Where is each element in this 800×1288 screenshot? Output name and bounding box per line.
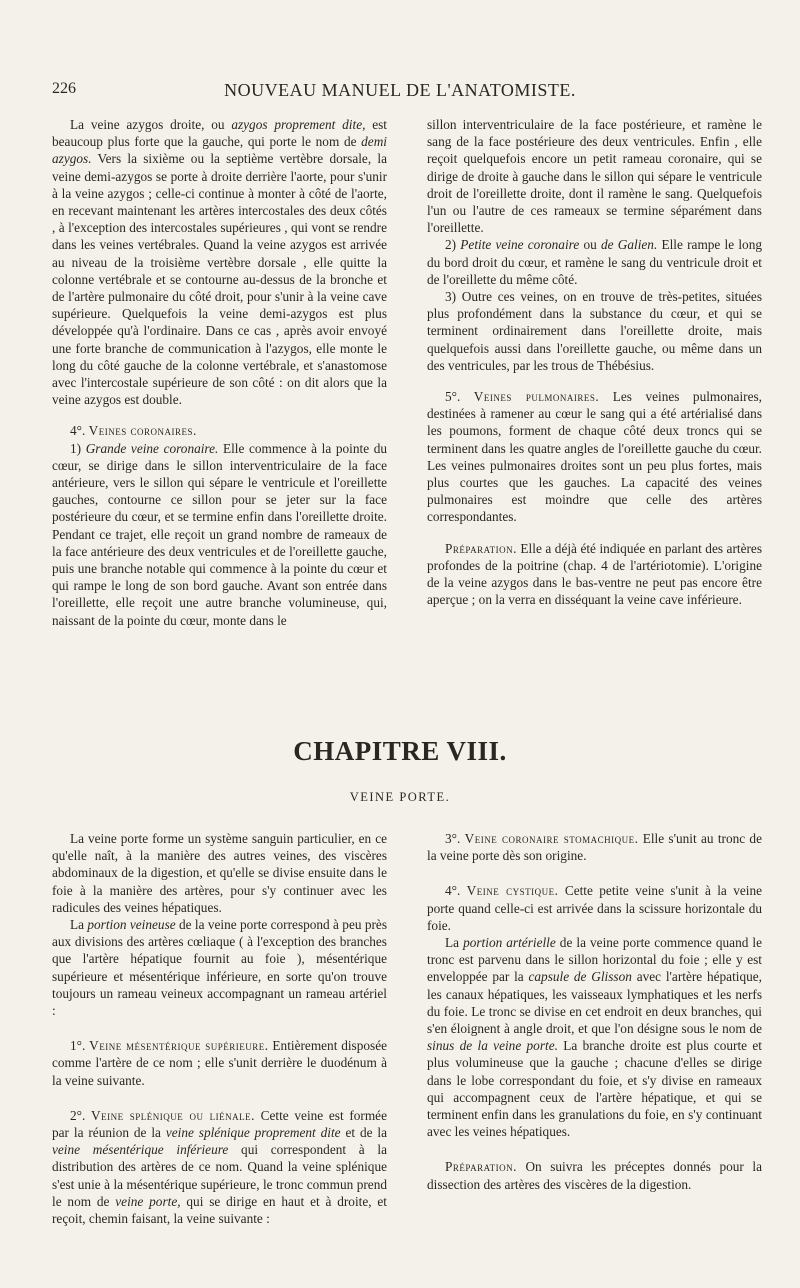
paragraph: 5°. Veines pulmonaires. Les veines pulmonaires, destinées à ramener au cœur le sang qui a été artérialisé dans les poumons, forment de chaque côté deux troncs qui se terminent dans les quatre angles de l'oreillette gauche du cœur. Les veines pulmonaires droites sont un peu plus fortes, mais plus courtes que les gauches. La capacité des veines pulmonaires est moindre que celle des artères correspondantes. [427,389,762,525]
running-head [40,80,760,106]
section-title: VEINE PORTE. [349,790,451,804]
paragraph: 4°. Veine cystique. Cette petite veine s'unit à la veine porte quand celle-ci est arrivée dans la scissure horizontale du foie. [427,883,762,933]
paragraph: 2°. Veine splénique ou liénale. Cette veine est formée par la réunion de la veine splénique proprement dite et de la veine mésentérique inférieure qui correspondent à la distribution des artères de ce nom. Quand la veine splénique s'est unie à la mésentérique supérieure, le tronc commun prend le nom de veine porte, qui se dirige en haut et à droite, et reçoit, chemin faisant, la veine suivante : [52,1107,388,1227]
paragraph: La portion veineuse de la veine porte correspond à peu près aux divisions des artères cœliaque ( à l'exception des branches que l'artère hépatique fournit au foie ), mésentérique supérieure et mésentérique inférieure, en sorte qu'on trouve toujours un rameau veineux accompagnant un rameau artériel : [52,917,387,1019]
running-title: NOUVEAU MANUEL DE L'ANATOMISTE. [224,80,576,100]
top-right-column [427,116,762,714]
section-heading-coronary: 4°. Veines coronaires. [70,423,197,439]
paragraph: 2) Petite veine coronaire ou de Galien. Elle rampe le long du bord droit du cœur, et ramène le sang du ventricule droit et de l'oreillette du même côté. [427,237,762,287]
paragraph: Préparation. Elle a déjà été indiquée en parlant des artères profondes de la poitrine (chap. 4 de l'artériotomie). L'origine de la veine azygos dans le bas-ventre ne peut pas encore être aperçue ; on la verra en disséquant la veine cave inférieure. [427,540,762,608]
chapter-title: CHAPITRE VIII. [293,736,507,766]
paragraph: 3) Outre ces veines, on en trouve de très-petites, situées plus profondément dans la substance du cœur, et qui se terminent ordinairement dans l'oreillette droite, mais quelquefois aussi dans l'oreillette gauche, ou même dans un des ventricules, par les trous de Thébésius. [427,289,762,373]
paragraph: sillon interventriculaire de la face postérieure, et ramène le sang de la face postérieure des deux ventricules. Enfin , elle reçoit quelquefois encore un petit rameau coronaire, qui se dirige de droite à gauche dans le sillon qui sépare le ventricule droit de l'oreillette droite, dont il ramène le sang. Quelquefois l'un ou l'autre de ces rameaux se termine séparément dans l'oreillette. [427,117,762,236]
paragraph: La veine porte forme un système sanguin particulier, en ce qu'elle naît, à la manière des autres veines, des viscères abdominaux de la digestion, et qu'elle se divise ensuite dans le foie à la manière des artères, pour s'y continuer avec les radicules des veines hépatiques. [52,831,387,915]
paragraph: 1°. Veine mésentérique supérieure. Entièrement disposée comme l'artère de ce nom ; elle s'unit derrière le duodénum à la veine suivante. [52,1038,387,1088]
top-columns [52,116,762,714]
page-number: 226 [52,80,76,97]
paragraph: Préparation. On suivra les préceptes donnés pour la dissection des artères des viscères de la digestion. [427,1159,762,1192]
bottom-left-column [52,830,387,1250]
top-left-column [52,116,387,714]
bottom-columns [52,830,762,1250]
paragraph: La veine azygos droite, ou azygos proprement dite, est beaucoup plus forte que la gauche, qui porte le nom de demi azygos. Vers la sixième ou la septième vertèbre dorsale, la veine demi-azygos se porte à droite derrière l'aorte, pour s'unir à la veine azygos ; celle-ci continue à monter à côté de l'aorte, en recevant maintenant les artères intercostales des deux côtés , à l'exception des intercostales supérieures , qui vont se rendre dans les veines vertébrales. Quand la veine azygos est arrivée au niveau de la troisième vertèbre dorsale , elle quitte la colonne vertébrale et se contourne au-dessus de la bronche et de l'artère pulmonaire du côté droit, pour s'unir à la veine cave supérieure. Quelquefois la veine demi-azygos est plus développée qu'à l'ordinaire. Dans ce cas , après avoir envoyé une forte branche de communication à l'azygos, elle monte le long du côté gauche de la colonne vertébrale, et s'anastomose avec l'intercostale supérieure de son côté : on dit alors que la veine azygos est double. [52,117,387,408]
paragraph: 1) Grande veine coronaire. Elle commence à la pointe du cœur, se dirige dans le sillon interventriculaire de la face antérieure, vers le sillon qui sépare le ventricule et l'oreillette gauches, contourne ce sillon pour se jeter sur la face postérieure du cœur, et se termine enfin dans l'oreillette droite. Pendant ce trajet, elle reçoit un grand nombre de rameaux de la face antérieure des deux ventricules et de l'oreillette gauche, puis une branche notable qui commence à la pointe du cœur et qui rampe le long de son bord gauche. Avant son entrée dans l'oreillette, elle reçoit une autre branche volumineuse, qui, naissant de la pointe du cœur, monte dans le [52,440,387,628]
paragraph: La portion artérielle de la veine porte commence quand le tronc est parvenu dans le sillon horizontal du foie ; elle y est enveloppée par la capsule de Glisson avec l'artère hépatique, les canaux hépatiques, les vaisseaux lymphatiques et les nerfs du foie. Le tronc se divise en cet endroit en deux branches, qui s'en éloignent à angle droit, et que l'on désigne sous le nom de sinus de la veine porte. La branche droite est plus courte et plus volumineuse que la gauche ; chacune d'elles se dirige dans le lobe correspondant du foie, et s'y divise en rameaux qui accompagnent ceux de l'artère hépatique, et qui se terminent enfin dans les granulations du foie, en s'y continuant avec les veines hépatiques. [427,935,762,1140]
bottom-right-column [427,830,762,1250]
paragraph: 3°. Veine coronaire stomachique. Elle s'unit au tronc de la veine porte dès son origine. [427,831,762,864]
